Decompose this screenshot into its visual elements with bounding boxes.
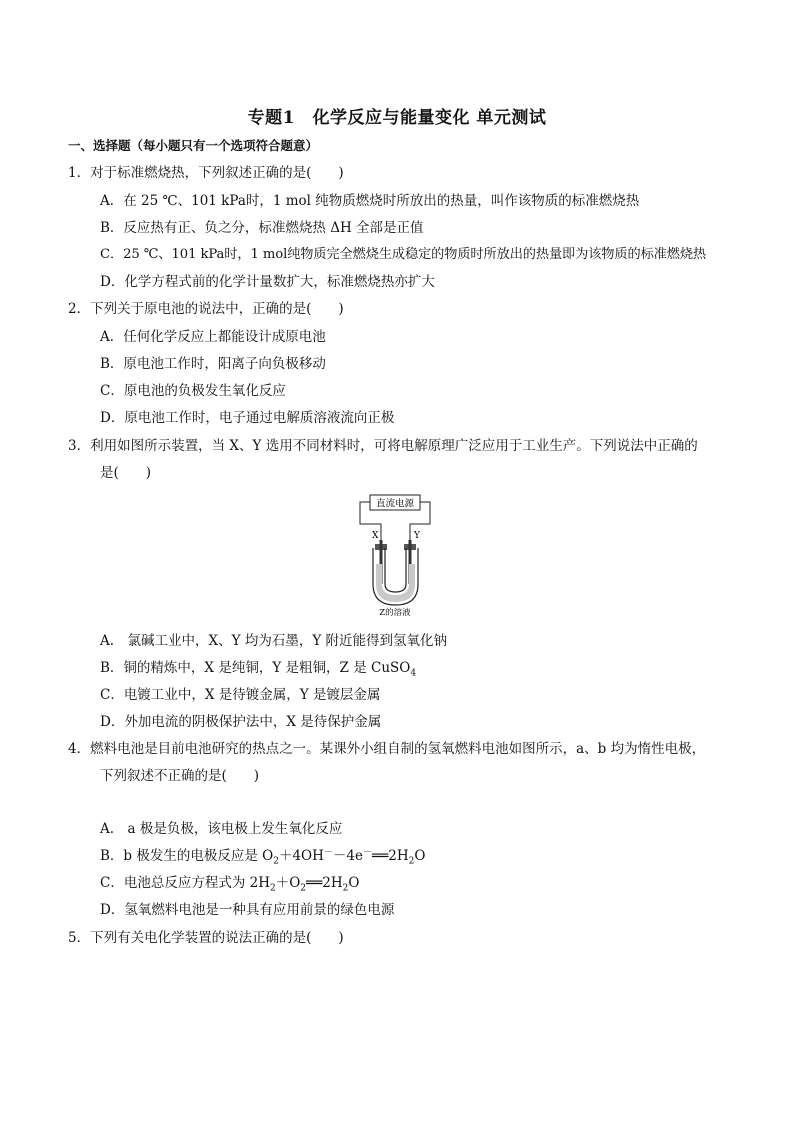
solution-fill (376, 564, 415, 602)
electrolysis-diagram (354, 492, 436, 616)
question-3-option-d: D．外加电流的阴极保护法中，X 是待保护金属 (100, 714, 382, 730)
question-4-option-a: A. a 极是负极，该电极上发生氧化反应 (100, 821, 343, 837)
question-3-option-b: B．铜的精炼中，X 是纯铜，Y 是粗铜，Z 是 CuSO$_4$ (100, 660, 417, 679)
question-2-option-a: A．任何化学反应上都能设计成原电池 (100, 329, 326, 345)
question-2-stem: 2．下列关于原电池的说法中，正确的是( ) (68, 301, 344, 317)
question-1-option-b: B．反应热有正、负之分，标准燃烧热 ΔH 全部是正值 (100, 220, 424, 236)
electrode-y-label: Y (414, 531, 420, 541)
power-supply-label: 直流电源 (375, 498, 415, 510)
question-2-option-c: C．原电池的负极发生氧化反应 (100, 383, 286, 399)
page-title: 专题1 化学反应与能量变化 单元测试 (247, 108, 547, 128)
question-3-stem-line2: 是( ) (100, 465, 152, 481)
question-2-option-d: D．原电池工作时，电子通过电解质溶液流向正极 (100, 410, 395, 426)
question-4-stem-line1: 4．燃料电池是目前电池研究的热点之一。某课外小组自制的氢氧燃料电池如图所示，a、b 均为惰性电极， (68, 741, 706, 757)
question-4-stem-line2: 下列叙述不正确的是( ) (100, 768, 260, 784)
question-1-option-a: A．在 25 ℃、101 kPa时，1 mol 纯物质燃烧时所放出的热量，叫作该物质的标准燃烧热 (100, 193, 640, 209)
u-tube-inner (385, 548, 406, 592)
question-1-stem: 1．对于标准燃烧热，下列叙述正确的是( ) (68, 165, 344, 181)
question-4-option-b: B．b 极发生的电极反应是 $O_2+4OH^--4e^-══2H_2O$ (100, 847, 426, 867)
question-1-option-c: C．25 ℃、101 kPa时，1 mol纯物质完全燃烧生成稳定的物质时所放出的热量即为该物质的标准燃烧热 (100, 247, 707, 262)
question-1-option-d: D．化学方程式前的化学计量数扩大，标准燃烧热亦扩大 (100, 274, 435, 290)
question-5-stem: 5．下列有关电化学装置的说法正确的是( ) (68, 930, 344, 946)
solution-label: Z的溶液 (379, 608, 411, 616)
section-heading: 一、选择题（每小题只有一个选项符合题意） (68, 138, 319, 153)
question-3-stem-line1: 3．利用如图所示装置，当 X、Y 选用不同材料时，可将电解原理广泛应用于工业生产。下列说法中正确的 (68, 438, 698, 454)
question-4-option-d: D．氢氧燃料电池是一种具有应用前景的绿色电源 (100, 902, 395, 918)
question-3-option-c: C．电镀工业中，X 是待镀金属，Y 是镀层金属 (100, 687, 381, 703)
question-2-option-b: B．原电池工作时，阳离子向负极移动 (100, 356, 326, 372)
electrode-x-label: X (372, 531, 379, 541)
question-4-option-c: C．电池总反应方程式为 $2H_2+O_2══2H_2O$ (100, 875, 360, 894)
question-3-option-a: A. 氯碱工业中，X、Y 均为石墨，Y 附近能得到氢氧化钠 (100, 633, 448, 649)
